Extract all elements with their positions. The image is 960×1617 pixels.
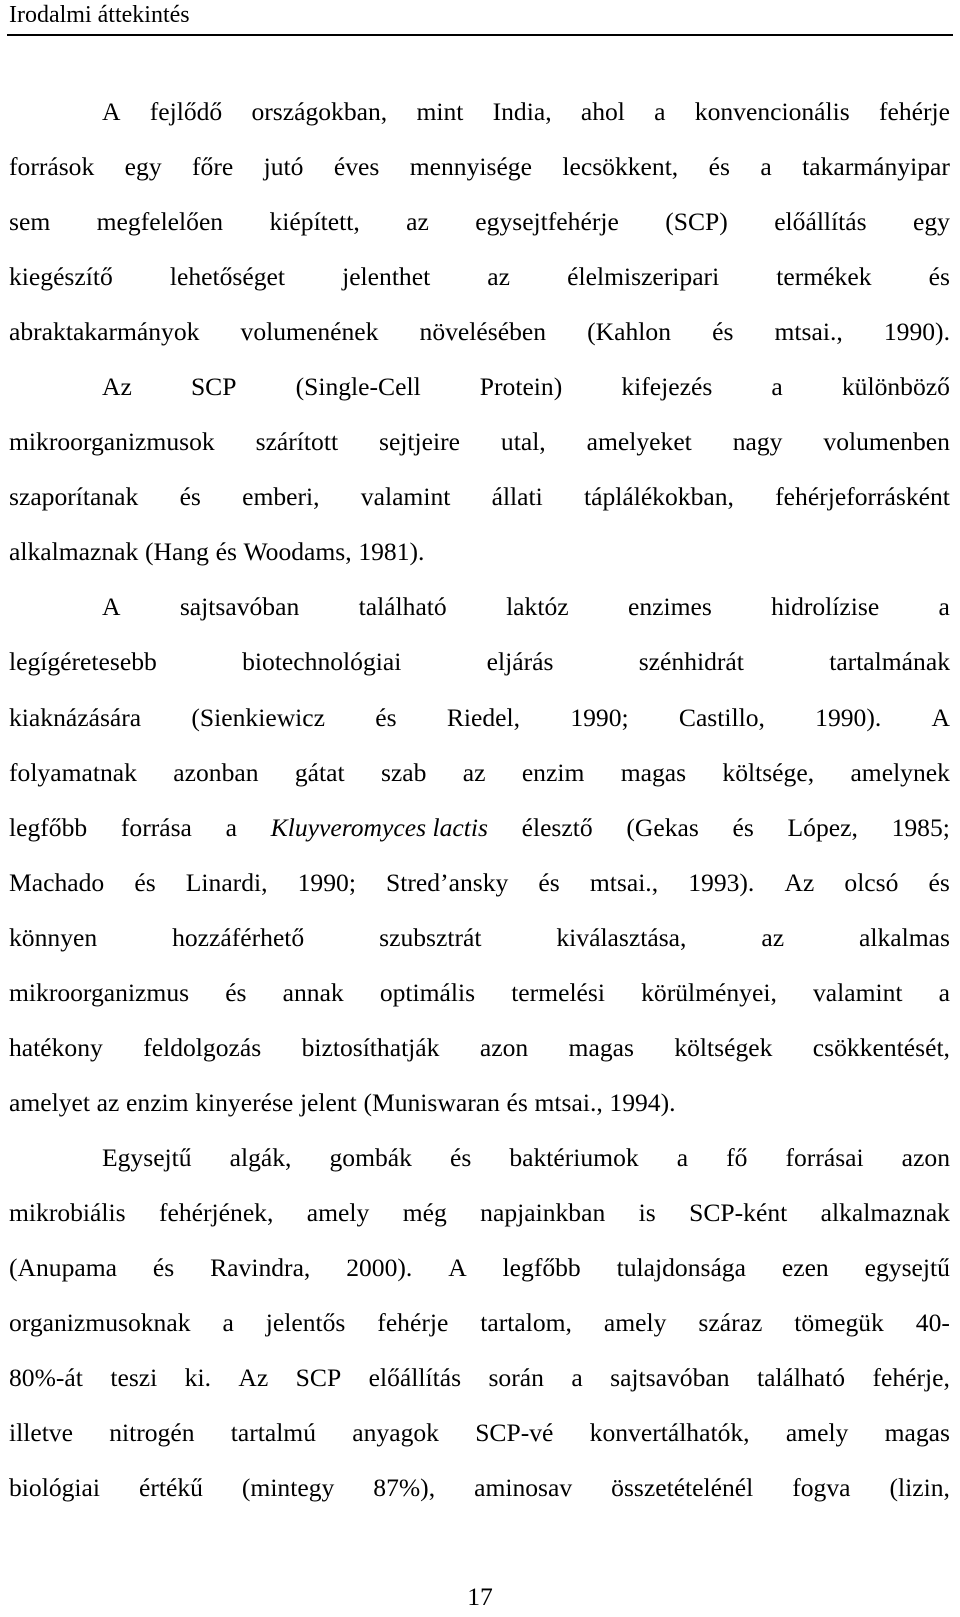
text-line (9, 690, 950, 745)
word: 1981). (358, 537, 425, 567)
word: Riedel, (446, 702, 521, 732)
word: tartalmának (829, 647, 950, 677)
word: SCP (190, 372, 237, 402)
word: összetételénél (611, 1473, 754, 1503)
word: sem (9, 207, 51, 237)
text-line (9, 139, 950, 194)
word: és (538, 867, 560, 897)
word: (Single-Cell (295, 372, 421, 402)
word: megfelelően (96, 207, 224, 237)
word: López, (787, 812, 858, 842)
word: emberi, (242, 482, 320, 512)
word: enzim (126, 1087, 189, 1117)
word: lecsökkent, (562, 152, 679, 182)
word: teszi (110, 1363, 158, 1393)
word: állati (491, 482, 543, 512)
word: Egysejtű (102, 1142, 192, 1172)
word: algák, (229, 1142, 292, 1172)
word: (Sienkiewicz (191, 702, 326, 732)
word: tartalom, (480, 1308, 572, 1338)
header-divider (7, 34, 953, 36)
word: jelentős (265, 1308, 346, 1338)
word: (Muniswaran (363, 1087, 500, 1117)
text-line (9, 194, 950, 249)
word: található (756, 1363, 846, 1393)
word: A (102, 97, 121, 126)
word: legfőbb (502, 1252, 581, 1282)
word: sejtjeire (378, 427, 460, 457)
word: hatékony (9, 1032, 103, 1062)
word: (Anupama (9, 1252, 118, 1282)
text-line (9, 1405, 950, 1460)
text-line (9, 1460, 950, 1515)
word: az (96, 1087, 120, 1117)
word: az (487, 262, 511, 292)
word: szárított (255, 427, 339, 457)
word: illetve (9, 1418, 73, 1448)
text-line (9, 1295, 950, 1350)
word: amely (785, 1418, 849, 1448)
word: utal, (500, 427, 546, 457)
word: folyamatnak (9, 757, 137, 787)
word: értékű (138, 1473, 203, 1503)
word: Az (238, 1363, 269, 1393)
word: hozzáférhető (172, 922, 305, 952)
word: száraz (698, 1308, 763, 1338)
word: a (222, 1308, 234, 1338)
word: ezen (781, 1252, 829, 1282)
word: abraktakarmányok (9, 317, 200, 347)
word: és (506, 1087, 528, 1117)
word: amelynek (850, 757, 950, 787)
word: élesztő (521, 812, 593, 842)
word: és (179, 482, 201, 512)
word: ki. (184, 1363, 211, 1393)
word: fő (726, 1142, 748, 1172)
text-line (9, 359, 950, 414)
word: azon (479, 1032, 529, 1062)
body-text (9, 84, 950, 1515)
word: Az (102, 372, 132, 402)
word: kinyerése (195, 1087, 294, 1117)
word: és (928, 867, 950, 897)
word: 87%), (373, 1473, 436, 1503)
text-line (9, 634, 950, 689)
word: feldolgozás (143, 1032, 262, 1062)
word: mikroorganizmus (9, 977, 190, 1007)
word: termelési (511, 977, 605, 1007)
word: annak (282, 977, 344, 1007)
word: és (449, 1142, 472, 1172)
word: laktóz (506, 592, 569, 622)
word: biztosíthatják (301, 1032, 440, 1062)
word: a (676, 1142, 689, 1172)
word: mtsai., (589, 867, 659, 897)
word: SCP (295, 1363, 342, 1393)
word: a (771, 372, 783, 402)
word: mikroorganizmusok (9, 427, 215, 457)
word: és (152, 1252, 175, 1282)
word: fehérjeforrásként (775, 482, 950, 512)
text-line (9, 855, 950, 910)
text-line (9, 1020, 950, 1075)
word: 1990; (570, 702, 629, 732)
word: a (571, 1363, 583, 1393)
word: országokban, (251, 97, 388, 126)
word: Ravindra, (210, 1252, 311, 1282)
word: 1985; (891, 812, 950, 842)
word: valamint (360, 482, 451, 512)
word: táplálékokban, (583, 482, 734, 512)
page-number: 17 (467, 1582, 493, 1611)
word: kiegészítő (9, 262, 113, 292)
word: a (938, 592, 950, 622)
word: amely (306, 1197, 370, 1227)
word: az (406, 207, 429, 237)
word: gombák (329, 1142, 412, 1172)
word: jelent (299, 1087, 357, 1117)
word: (Kahlon (587, 317, 671, 347)
word: konvencionális (694, 97, 850, 126)
word: 2000). (346, 1252, 413, 1282)
text-line (9, 249, 950, 304)
word: lehetőséget (169, 262, 285, 292)
word: ahol (580, 97, 625, 126)
word: és (732, 812, 754, 842)
word: tulajdonsága (616, 1252, 746, 1282)
word: 1994). (609, 1087, 676, 1117)
word: legfőbb (9, 812, 88, 842)
word: amelyeket (586, 427, 692, 457)
word: kifejezés (621, 372, 713, 402)
word: jutó (263, 152, 304, 182)
word: egysejtű (864, 1252, 950, 1282)
word: tömegük (794, 1308, 884, 1338)
word: (mintegy (241, 1473, 335, 1503)
text-line (9, 579, 950, 634)
word: költségek (674, 1032, 773, 1062)
word: mennyisége (409, 152, 532, 182)
text-line (9, 800, 950, 855)
text-line (9, 414, 950, 469)
word: biológiai (9, 1473, 100, 1503)
word: és (225, 977, 247, 1007)
text-line (9, 524, 950, 579)
text-line (9, 1240, 950, 1295)
word: mtsai., (774, 317, 843, 347)
word: aminosav (474, 1473, 573, 1503)
word: és (928, 262, 950, 292)
word: a (225, 812, 237, 842)
word: kiválasztása, (556, 922, 687, 952)
word: azonban (173, 757, 259, 787)
word: volumenben (823, 427, 950, 457)
word: konvertálhatók, (589, 1418, 750, 1448)
word: organizmusoknak (9, 1308, 191, 1338)
word: fehérje (377, 1308, 449, 1338)
word: Stred’ansky (386, 867, 509, 897)
word: (lizin, (889, 1473, 950, 1503)
word: során (488, 1363, 544, 1393)
word: fehérjének, (158, 1197, 274, 1227)
word: amelyet (9, 1087, 91, 1117)
word: alkalmaznak (9, 537, 139, 567)
word: forrása (120, 812, 192, 842)
word: enzim (521, 757, 585, 787)
word: szaporítanak (9, 482, 139, 512)
word: nitrogén (109, 1418, 195, 1448)
word: amely (603, 1308, 667, 1338)
word: könnyen (9, 922, 98, 952)
word: a (938, 977, 950, 1007)
word: Protein) (479, 372, 563, 402)
word: enzimes (627, 592, 712, 622)
word: A (102, 592, 121, 622)
word: 1990; (297, 867, 356, 897)
word: alkalmas (858, 922, 950, 952)
word: legígéretesebb (9, 647, 157, 677)
word: anyagok (352, 1418, 439, 1448)
word: mint (416, 97, 464, 126)
word: 1993). (688, 867, 755, 897)
word: alkalmaznak (820, 1197, 950, 1227)
word: termékek (776, 262, 872, 292)
text-line (9, 745, 950, 800)
running-header: Irodalmi áttekintés (9, 2, 190, 28)
word: szubsztrát (379, 922, 482, 952)
word: 40- (915, 1308, 950, 1338)
word: és (375, 702, 397, 732)
word: található (358, 592, 447, 622)
word: India, (492, 97, 552, 126)
word: és (712, 317, 734, 347)
text-line (9, 469, 950, 524)
word: olcsó (844, 867, 899, 897)
word: és (134, 867, 156, 897)
word: előállítás (774, 207, 867, 237)
word: valamint (812, 977, 903, 1007)
word: szénhidrát (638, 647, 744, 677)
word: fogva (792, 1473, 851, 1503)
word: is (638, 1197, 656, 1227)
text-line (9, 1075, 950, 1130)
word: (Hang (144, 537, 209, 567)
text-line (9, 304, 950, 359)
word: az (462, 757, 486, 787)
word: Woodams, (243, 537, 352, 567)
word: csökkentését, (812, 1032, 950, 1062)
word: kiaknázására (9, 702, 142, 732)
word: magas (620, 757, 687, 787)
word: sajtsavóban (610, 1363, 730, 1393)
word: a (760, 152, 772, 182)
text-line (9, 965, 950, 1020)
word: forrásai (785, 1142, 864, 1172)
text-line (9, 1185, 950, 1240)
text-line (9, 910, 950, 965)
word: sajtsavóban (179, 592, 300, 622)
word: kiépített, (269, 207, 360, 237)
word: élelmiszeripari (567, 262, 720, 292)
word: fejlődő (149, 97, 223, 126)
word: növelésében (419, 317, 547, 347)
word: A (448, 1252, 467, 1282)
word: körülményei, (641, 977, 777, 1007)
word: baktériumok (509, 1142, 639, 1172)
word: Machado (9, 867, 105, 897)
word: SCP-ként (689, 1197, 788, 1227)
word: az (761, 922, 785, 952)
word: fehérje (878, 97, 950, 126)
word: források (9, 152, 95, 182)
word: egy (912, 207, 950, 237)
word: mikrobiális (9, 1197, 126, 1227)
word: és (215, 537, 237, 567)
word: még (402, 1197, 447, 1227)
word: mtsai., (534, 1087, 603, 1117)
word: gátat (294, 757, 345, 787)
word: eljárás (486, 647, 554, 677)
word: és (708, 152, 730, 182)
word: a (654, 97, 666, 126)
word: A (931, 702, 950, 732)
word: magas (884, 1418, 950, 1448)
text-line (9, 84, 950, 139)
word: biotechnológiai (242, 647, 402, 677)
word: egysejtfehérje (475, 207, 619, 237)
word: Castillo, (678, 702, 765, 732)
word: egy (124, 152, 162, 182)
word: hidrolízise (771, 592, 880, 622)
word: takarmányipar (802, 152, 950, 182)
word: azon (901, 1142, 950, 1172)
word: Az (784, 867, 815, 897)
word: nagy (732, 427, 783, 457)
word: napjainkban (480, 1197, 606, 1227)
word: fehérje, (872, 1363, 950, 1393)
word: éves (333, 152, 380, 182)
word: (Gekas (626, 812, 699, 842)
word: magas (568, 1032, 634, 1062)
word: főre (192, 152, 234, 182)
species-name: Kluyveromyces lactis (270, 812, 488, 842)
word: különböző (841, 372, 950, 402)
word: 80%-át (9, 1363, 83, 1393)
word: SCP-vé (475, 1418, 554, 1448)
word: tartalmú (230, 1418, 317, 1448)
word: előállítás (368, 1363, 462, 1393)
word: jelenthet (342, 262, 431, 292)
word: volumenének (240, 317, 379, 347)
word: 1990). (815, 702, 882, 732)
word: szab (380, 757, 427, 787)
word: 1990). (883, 317, 950, 347)
word: költsége, (722, 757, 815, 787)
text-line (9, 1130, 950, 1185)
word: optimális (379, 977, 476, 1007)
text-line (9, 1350, 950, 1405)
word: Linardi, (185, 867, 268, 897)
word: (SCP) (665, 207, 728, 237)
